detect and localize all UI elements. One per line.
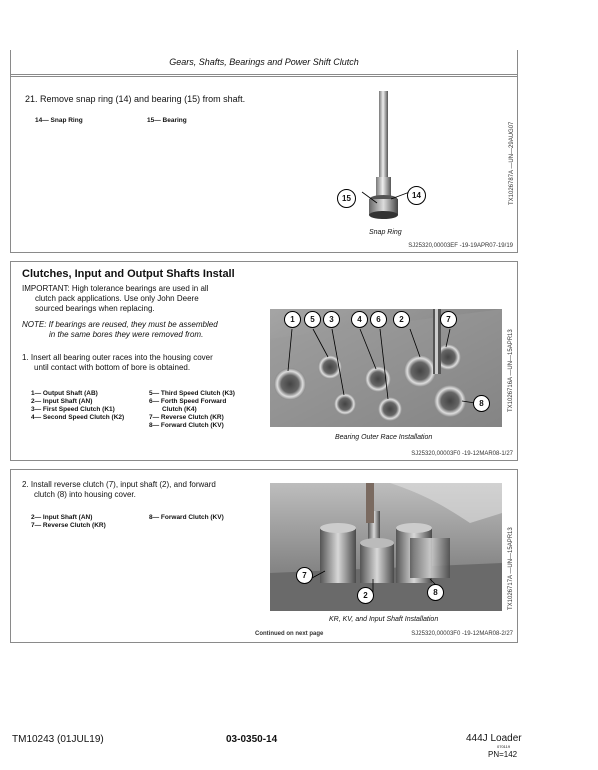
section-install-reverse-clutch	[10, 469, 518, 643]
footer-page-number: 03-0350-14	[226, 734, 278, 745]
section-clutches-install	[10, 261, 518, 461]
legend-third-speed-clutch: 5— Third Speed Clutch (K3)	[149, 390, 235, 397]
section-ref: SJ25320,00003F0 -19-12MAR08-1/27	[411, 451, 513, 457]
legend-bearing: 15— Bearing	[147, 117, 187, 124]
legend-input-shaft: 2— Input Shaft (AN)	[31, 398, 93, 405]
bearing-race-photo	[270, 309, 502, 427]
figure-side-ref: TX1026787A —UN—29AUG07	[509, 121, 515, 205]
legend-reverse-clutch: 7— Reverse Clutch (KR)	[31, 522, 106, 529]
frame-right-rule	[517, 50, 518, 76]
callout-3: 3	[323, 311, 340, 328]
callout-7: 7	[296, 567, 313, 584]
important-line-2: clutch pack applications. Use only John Deere	[35, 294, 199, 303]
legend-first-speed-clutch: 3— First Speed Clutch (K1)	[31, 406, 115, 413]
important-line-3: sourced bearings when replacing.	[35, 304, 155, 313]
legend-output-shaft: 1— Output Shaft (AB)	[31, 390, 98, 397]
legend-forth-speed-clutch: Clutch (K4)	[162, 406, 197, 413]
legend-forward-clutch: 8— Forward Clutch (KV)	[149, 422, 224, 429]
footer-manual-id: TM10243 (01JUL19)	[12, 734, 104, 745]
footer-pn: PN=142	[488, 750, 518, 759]
legend-snap-ring: 14— Snap Ring	[35, 117, 83, 124]
page-header: Gears, Shafts, Bearings and Power Shift Clutch	[10, 50, 518, 75]
legend-input-shaft: 2— Input Shaft (AN)	[31, 514, 93, 521]
legend-forth-speed-forward: 6— Forth Speed Forward	[149, 398, 227, 405]
callout-2: 2	[357, 587, 374, 604]
continued-note: Continued on next page	[255, 631, 324, 637]
step-1-line-2: until contact with bottom of bore is obtained.	[34, 363, 191, 372]
callout-1: 1	[284, 311, 301, 328]
footer-model: 444J Loader	[466, 733, 522, 744]
legend-forward-clutch: 8— Forward Clutch (KV)	[149, 514, 224, 521]
callout-14: 14	[407, 186, 426, 205]
housing-illustration	[270, 309, 502, 427]
callout-4: 4	[351, 311, 368, 328]
footer-small-date: 070119	[497, 744, 511, 749]
figure-side-ref: TX1026717A —UN—15APR13	[508, 527, 514, 610]
snap-ring-illustration	[329, 87, 439, 237]
step-1-line-1: 1. Insert all bearing outer races into the housing cover	[22, 353, 213, 362]
figure-side-ref: TX1026716A —UN—15APR13	[508, 329, 514, 412]
step-2-line-2: clutch (8) into housing cover.	[34, 490, 136, 499]
callout-15: 15	[337, 189, 356, 208]
note	[22, 320, 218, 340]
figure-caption: Bearing Outer Race Installation	[335, 434, 433, 441]
step-2	[22, 480, 216, 500]
legend-reverse-clutch: 7— Reverse Clutch (KR)	[149, 414, 224, 421]
step-2-line-1: 2. Install reverse clutch (7), input shaft (2), and forward	[22, 480, 216, 489]
callout-5: 5	[304, 311, 321, 328]
important-line-1: IMPORTANT: High tolerance bearings are used in all	[22, 284, 209, 293]
callout-8: 8	[427, 584, 444, 601]
callout-8: 8	[473, 395, 490, 412]
section-title: Clutches, Input and Output Shafts Install	[22, 268, 235, 280]
figure-caption: KR, KV, and Input Shaft Installation	[329, 616, 439, 623]
note-line-1: NOTE: If bearings are reused, they must be assembled	[22, 320, 218, 329]
legend-second-speed-clutch: 4— Second Speed Clutch (K2)	[31, 414, 125, 421]
figure-caption: Snap Ring	[369, 229, 402, 236]
important-notice	[22, 284, 272, 314]
clutch-install-photo	[270, 483, 502, 611]
section-ref: SJ25320,00003EF -19-19APR07-19/19	[408, 243, 513, 249]
callout-7: 7	[440, 311, 457, 328]
section-remove-snap-ring	[10, 76, 518, 253]
clutch-illustration	[270, 483, 502, 611]
callout-6: 6	[370, 311, 387, 328]
legend-left	[31, 514, 106, 530]
legend-left	[31, 390, 124, 422]
legend-right	[149, 390, 235, 430]
note-line-2: in the same bores they were removed from.	[49, 330, 204, 339]
callout-2: 2	[393, 311, 410, 328]
section-ref: SJ25320,00003F0 -19-12MAR08-2/27	[411, 631, 513, 637]
step-21: 21. Remove snap ring (14) and bearing (15) from shaft.	[25, 94, 246, 104]
step-1	[22, 353, 213, 373]
frame-left-rule	[10, 50, 11, 76]
